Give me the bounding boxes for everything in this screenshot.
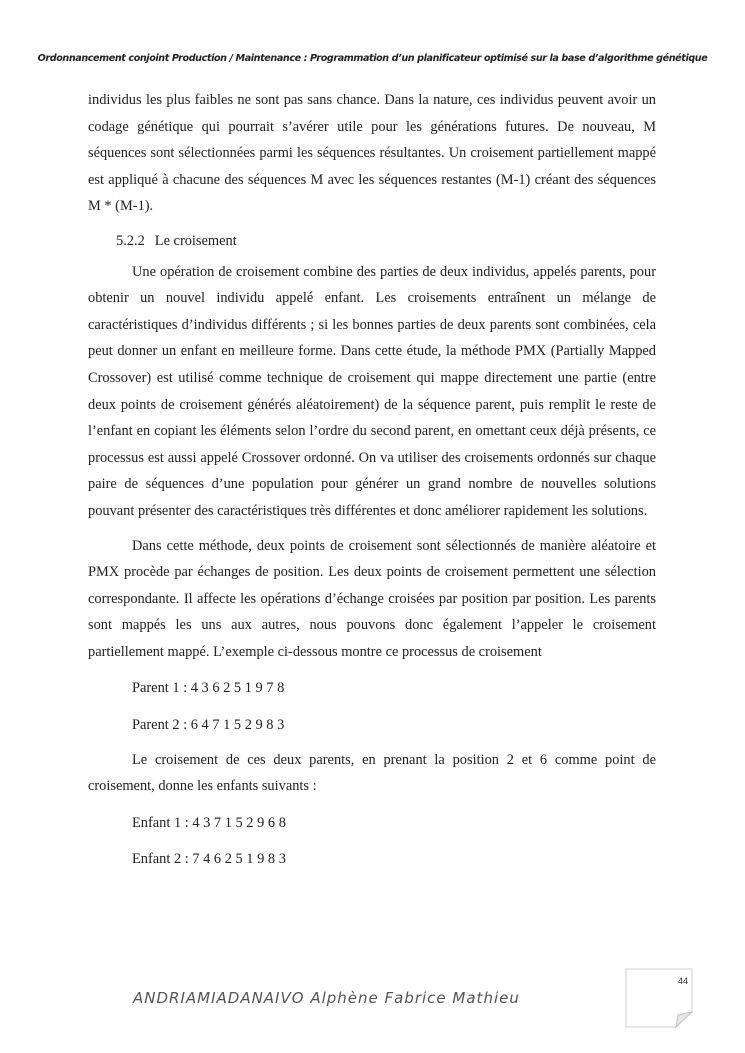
example-parent-2: Parent 2 : 6 4 7 1 5 2 9 8 3 [132, 717, 285, 734]
page-body [88, 87, 656, 873]
section-number: 5.2.2 [116, 232, 145, 249]
example-child-2: Enfant 2 : 7 4 6 2 5 1 9 8 3 [132, 851, 286, 868]
page-number: 44 [678, 976, 689, 986]
paragraph-crossover-definition: Une opération de croisement combine des parties de deux individus, appelés parents, pour obtenir un nouvel individu appelé enfant. Les croisements entraînent un mélange de caractéristiques d’individus différents ; si les bonnes parties de deux parents sont combinées, cela peut donner un enfant en meilleure forme. Dans cette étude, la méthode PMX (Partially Mapped Crossover) est utilisé comme technique de croisement qui mappe directement une partie (entre deux points de croisement générés aléatoirement) de la séquence parent, puis remplit le reste de l’enfant en copiant les éléments selon l’ordre du second parent, en omettant ceux déjà présents, ce processus est aussi appelé Crossover ordonné. On va utiliser des croisements ordonnés sur chaque paire de séquences d’une population pour générer un grand nombre de nouvelles solutions pouvant présenter des caractéristiques très différentes et donc améliorer rapidement les solutions. [88, 263, 656, 519]
footer-author: ANDRIAMIADANAIVO Alphène Fabrice Mathieu [133, 989, 520, 1007]
paragraph-crossover-result: Le croisement de ces deux parents, en prenant la position 2 et 6 comme point de croisement, donne les enfants suivants : [88, 751, 656, 795]
example-child-1: Enfant 1 : 4 3 7 1 5 2 9 6 8 [132, 814, 286, 831]
running-header: Ordonnancement conjoint Production / Maintenance : Programmation d’un planificateur optimisé sur la base d’algorithme génétique [37, 53, 708, 64]
section-title: Le croisement [154, 232, 237, 249]
example-parent-1: Parent 1 : 4 3 6 2 5 1 9 7 8 [132, 680, 285, 697]
section-heading [88, 228, 656, 255]
paragraph-continuation: individus les plus faibles ne sont pas sans chance. Dans la nature, ces individus peuvent avoir un codage génétique qui pourrait s’avérer utile pour les générations futures. De nouveau, M séquences sont sélectionnées parmi les séquences résultantes. Un croisement partiellement mappé est appliqué à chacune des séquences M avec les séquences restantes (M-1) créant des séquences M * (M-1). [88, 92, 656, 215]
paragraph-pmx-method: Dans cette méthode, deux points de croisement sont sélectionnés de manière aléatoire et PMX procède par échanges de position. Les deux points de croisement permettent une sélection correspondante. Il affecte les opérations d’échange croisées par position par position. Les parents sont mappés les uns aux autres, nous pouvons donc également l’appeler le croisement partiellement mappé. L’exemple ci-dessous montre ce processus de croisement [88, 537, 656, 660]
